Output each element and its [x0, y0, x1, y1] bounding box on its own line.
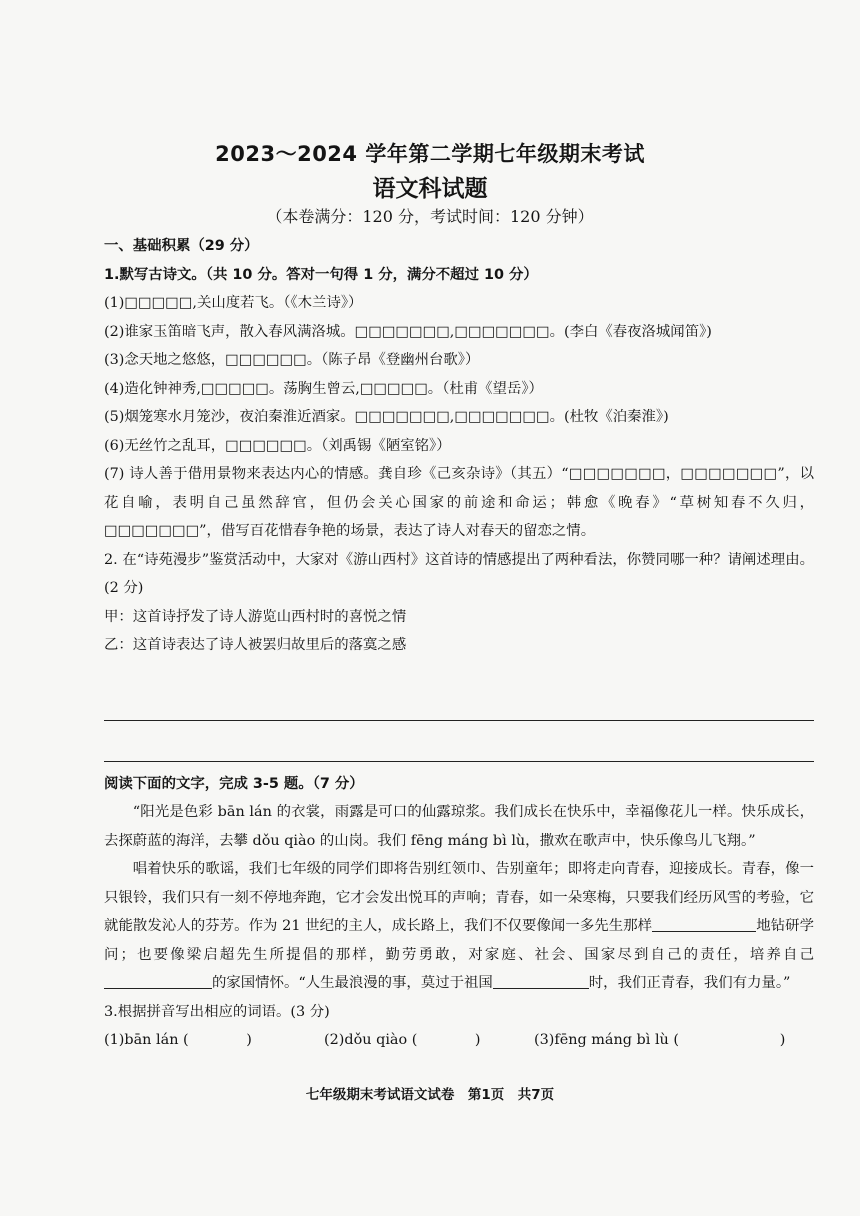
question-3-items — [104, 1026, 814, 1055]
answer-area[interactable] — [104, 680, 814, 762]
question-2-prompt: 2. 在“诗苑漫步”鉴赏活动中，大家对《游山西村》这首诗的情感提出了两种看法，你赞同哪一种？请阐述理由。(2 分) — [104, 551, 814, 596]
pinyin-answer-2[interactable]: (2)dǒu qiào ( ) — [324, 1032, 481, 1048]
reading-paragraph-2 — [104, 855, 814, 998]
fill-blank[interactable] — [652, 915, 756, 932]
exam-subtitle: 语文科试题 — [372, 176, 488, 202]
fill-blank[interactable] — [493, 972, 589, 989]
question-2-option-a: 甲：这首诗抒发了诗人游览山西村时的喜悦之情 — [104, 608, 407, 625]
reading-text: 的家国情怀。“人生最浪漫的事，莫过于祖国 — [212, 975, 493, 991]
section-heading: 一、基础积累（29 分） — [104, 238, 259, 254]
exam-info: （本卷满分：120 分，考试时间：120 分钟） — [266, 207, 594, 226]
reading-text: 时，我们正青春，我们有力量。” — [588, 975, 791, 991]
question-1-item-7: (7) 诗人善于借用景物来表达内心的情感。龚自珍《己亥杂诗》（其五）“□□□□□□□，□□□□□□□”，以花自喻，表明自己虽然辞官，但仍会关心国家的前途和命运；韩愈《晚春》“草树知春不久归，□□□□□□□”，借写百花惜春争艳的场景，表达了诗人对春天的留恋之情。 — [104, 466, 814, 539]
reading-intro: 阅读下面的文字，完成 3-5 题。（7 分） — [104, 775, 364, 792]
question-3-prompt: 3.根据拼音写出相应的词语。(3 分) — [104, 1003, 330, 1020]
question-1-item-3: (3)念天地之悠悠，□□□□□□。（陈子昂《登幽州台歌》） — [104, 352, 480, 368]
question-1-heading: 1.默写古诗文。（共 10 分。答对一句得 1 分，满分不超过 10 分） — [104, 266, 538, 283]
question-1-item-1: (1)□□□□□,关山度若飞。（《木兰诗》） — [104, 295, 363, 311]
reading-text: 地钻研学问；也要像梁启超先生所提倡的那样，勤劳勇敢，对家庭、社会、国家尽到自己的责任，培养自己 — [104, 918, 814, 963]
question-1-item-4: (4)造化钟神秀,□□□□□。荡胸生曾云,□□□□□。（杜甫《望岳》） — [104, 380, 543, 397]
exam-content — [104, 232, 814, 1055]
exam-title: 2023～2024 学年第二学期七年级期末考试 — [215, 142, 645, 166]
question-1-item-6: (6)无丝竹之乱耳，□□□□□□。（刘禹锡《陋室铭》） — [104, 437, 451, 454]
pinyin-answer-3[interactable]: (3)fēng máng bì lù ( ) — [534, 1032, 786, 1048]
question-2-option-b: 乙：这首诗表达了诗人被罢归故里后的落寞之感 — [104, 637, 407, 653]
reading-paragraph-1: “阳光是色彩 bān lán 的衣裳，雨露是可口的仙露琼浆。我们成长在快乐中，幸福像花儿一样。快乐成长，去探蔚蓝的海洋，去攀 dǒu qiào 的山岗。我们 fēng máng bì lù，撒欢在歌声中，快乐像鸟儿飞翔。” — [104, 804, 814, 849]
question-1-item-5: (5)烟笼寒水月笼沙，夜泊秦淮近酒家。□□□□□□□,□□□□□□□。(杜牧《泊秦淮》) — [104, 409, 669, 425]
page-footer: 七年级期末考试语文试卷 第1页 共7页 — [305, 1087, 555, 1103]
pinyin-answer-1[interactable]: (1)bān lán ( ) — [104, 1032, 252, 1048]
answer-line[interactable] — [104, 721, 814, 762]
fill-blank[interactable] — [104, 972, 212, 989]
question-1-item-2: (2)谁家玉笛暗飞声，散入春风满洛城。□□□□□□□,□□□□□□□。(李白《春夜洛城闻笛》) — [104, 323, 712, 340]
reading-text: 唱着快乐的歌谣，我们七年级的同学们即将告别红领巾、告别童年；即将走向青春，迎接成长。青春，像一只银铃，我们只有一刻不停地奔跑，它才会发出悦耳的声响；青春，如一朵寒梅，只要我们经历风雪的考验，它就能散发沁人的芬芳。作为 21 世纪的主人，成长路上，我们不仅要像闻一多先生那样 — [104, 861, 814, 934]
answer-line[interactable] — [104, 680, 814, 721]
